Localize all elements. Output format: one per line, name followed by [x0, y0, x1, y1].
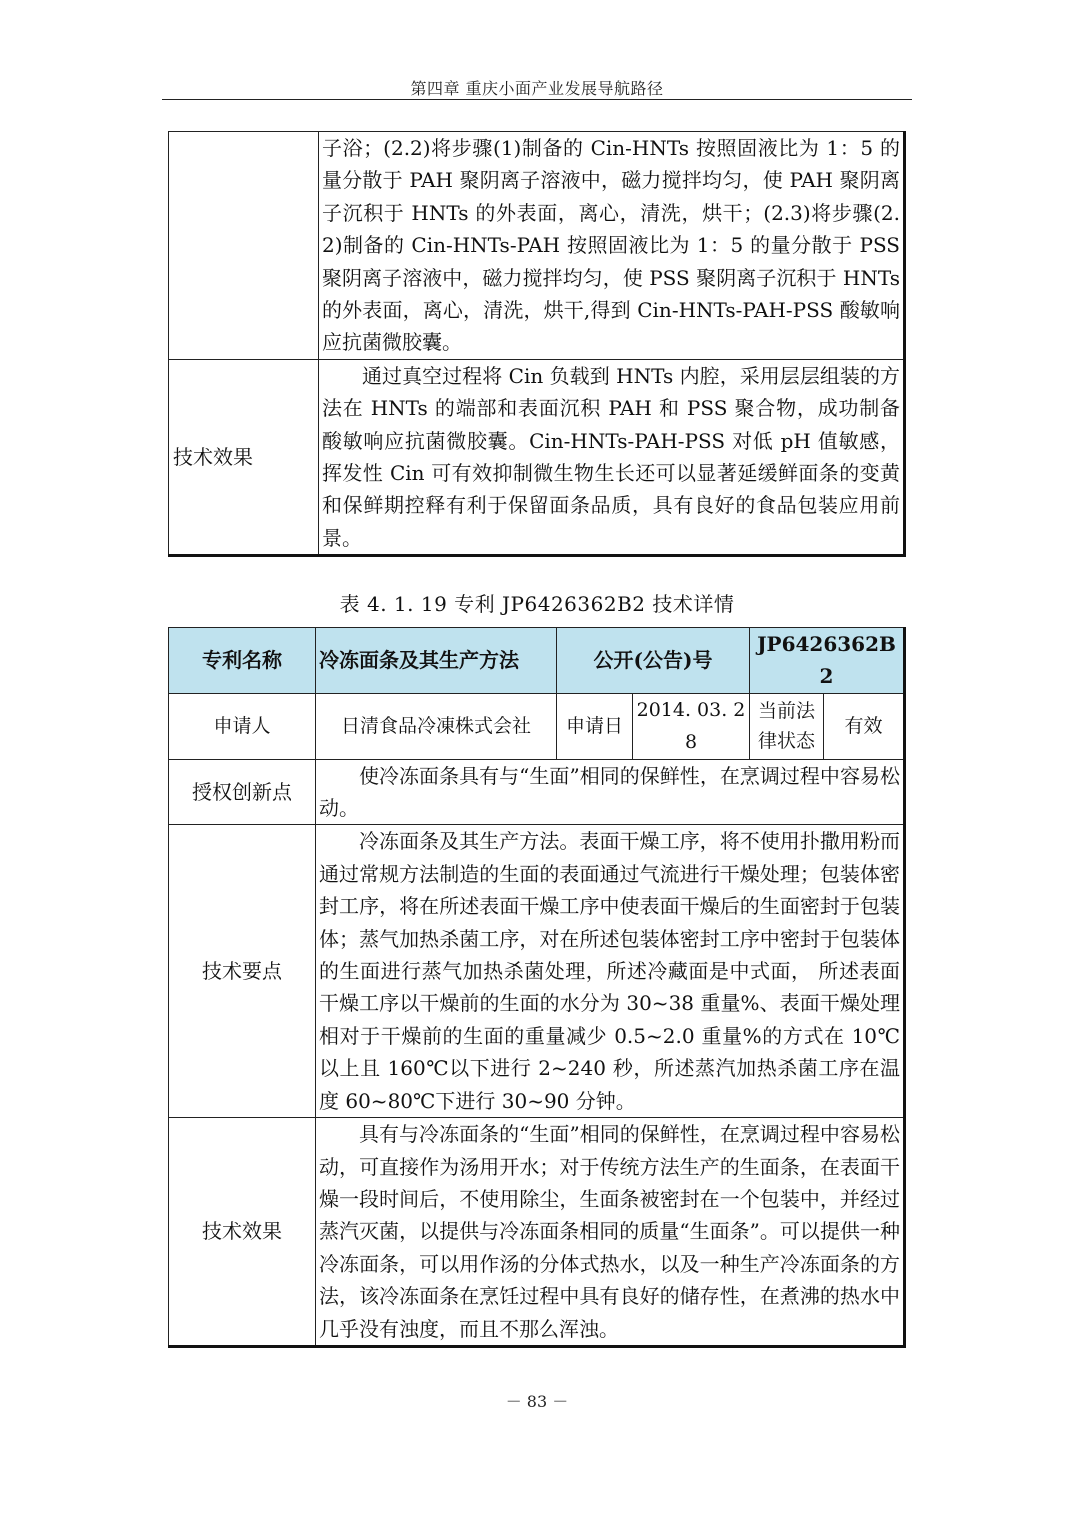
innovation-label: 授权创新点	[169, 759, 316, 825]
page-number: － 83 －	[505, 1392, 569, 1411]
patent-details-table	[168, 627, 906, 1348]
effect-text: 具有与冷冻面条的“生面”相同的保鲜性，在烹调过程中容易松动，可直接作为汤用开水；对于传统方法生产的生面条，在表面干燥一段时间后，不使用除尘，生面条被密封在一个包装中，并经过蒸汽灭菌，以提供与冷冻面条相同的质量“生面条”。可以提供一种冷冻面条，可以用作汤的分体式热水，以及一种生产冷冻面条的方法，该冷冻面条在烹饪过程中具有良好的储存性，在煮沸的热水中几乎没有浊度，而且不那么浑浊。	[316, 1118, 905, 1347]
legal-status-value: 有效	[824, 693, 905, 759]
application-date-label: 申请日	[557, 693, 633, 759]
empty-label-cell	[169, 132, 319, 360]
tech-effect-text: 通过真空过程将 Cin 负载到 HNTs 内腔，采用层层组装的方法在 HNTs 的端部和表面沉积 PAH 和 PSS 聚合物，成功制备酸敏响应抗菌微胶囊。Cin-HNTs-PAH-PSS 对低 pH 值敏感，挥发性 Cin 可有效抑制微生物生长还可以显著延缓鲜面条的变黄和保鲜期控释有利于保留面条品质，具有良好的食品包装应用前景。	[319, 359, 905, 555]
publication-number-label: 公开(公告)号	[557, 628, 750, 694]
preparation-steps-text: 子浴；(2.2)将步骤(1)制备的 Cin-HNTs 按照固液比为 1：5 的量分散于 PAH 聚阴离子溶液中，磁力搅拌均匀，使 PAH 聚阴离子沉积于 HNTs 的外表面，离心，清洗，烘干；(2.3)将步骤(2.2)制备的 Cin-HNTs-PAH 按照固液比为 1：5 的量分散于 PSS 聚阴离子溶液中，磁力搅拌均匀，使 PSS 聚阴离子沉积于 HNTs 的外表面，离心，清洗，烘干,得到 Cin-HNTs-PAH-PSS 酸敏响应抗菌微胶囊。	[319, 132, 905, 360]
legal-status-label: 当前法律状态	[750, 693, 824, 759]
effect-label: 技术效果	[169, 1118, 316, 1347]
publication-number-value: JP6426362B2	[750, 628, 905, 694]
applicant-value: 日清食品冷凍株式会社	[316, 693, 557, 759]
applicant-label: 申请人	[169, 693, 316, 759]
patent-table-continued	[168, 131, 906, 557]
key-points-text: 冷冻面条及其生产方法。表面干燥工序，将不使用扑撒用粉而通过常规方法制造的生面的表面通过气流进行干燥处理；包装体密封工序，将在所述表面干燥工序中使表面干燥后的生面密封于包装体；蒸气加热杀菌工序，对在所述包装体密封工序中密封于包装体的生面进行蒸气加热杀菌处理，所述冷藏面是中式面， 所述表面干燥工序以干燥前的生面的水分为 30~38 重量%、表面干燥处理相对于干燥前的生面的重量减少 0.5~2.0 重量%的方式在 10℃以上且 160℃以下进行 2~240 秒，所述蒸汽加热杀菌工序在温度 60~80℃下进行 30~90 分钟。	[316, 825, 905, 1118]
application-date-value: 2014. 03. 28	[633, 693, 750, 759]
patent-name-label: 专利名称	[169, 628, 316, 694]
table-caption: 表 4. 1. 19 专利 JP6426362B2 技术详情	[339, 592, 735, 616]
patent-name-value: 冷冻面条及其生产方法	[316, 628, 557, 694]
key-points-label: 技术要点	[169, 825, 316, 1118]
innovation-text: 使冷冻面条具有与“生面”相同的保鲜性，在烹调过程中容易松动。	[316, 759, 905, 825]
tech-effect-label: 技术效果	[169, 359, 319, 555]
header-rule	[162, 99, 912, 100]
running-header: 第四章 重庆小面产业发展导航路径	[410, 79, 664, 98]
